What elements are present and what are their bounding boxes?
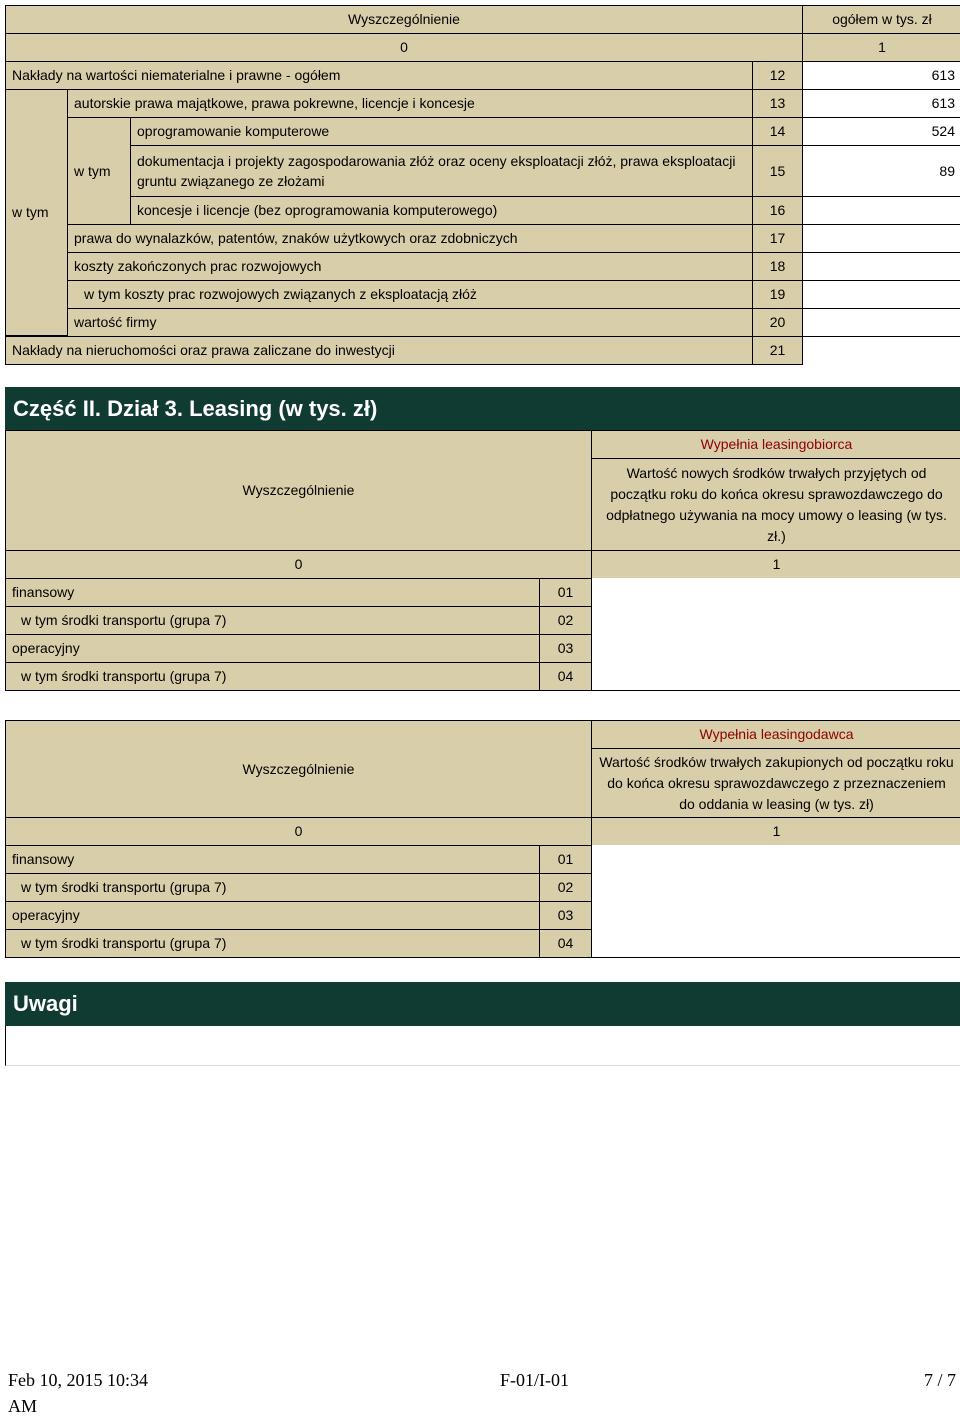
w-tym-text: w tym <box>12 204 49 220</box>
row-number <box>539 606 592 635</box>
header-label-text: Wyszczególnienie <box>242 482 355 498</box>
row-number-text: 13 <box>769 95 786 111</box>
col-number-text: 1 <box>772 556 781 572</box>
value-input-area[interactable] <box>591 845 960 958</box>
row-number-text: 03 <box>557 640 574 656</box>
row-number <box>752 252 803 281</box>
row-label <box>5 578 540 607</box>
row-label <box>5 873 540 902</box>
row-number-text: 17 <box>769 230 786 246</box>
row-label-text: finansowy <box>12 851 75 867</box>
row-label <box>130 196 753 225</box>
value-cell[interactable] <box>802 280 960 309</box>
footer-form-code <box>500 1370 569 1391</box>
value-cell[interactable] <box>802 89 960 118</box>
value-text: 613 <box>931 67 955 83</box>
w-tym-text: w tym <box>74 162 111 179</box>
row-number <box>539 845 592 874</box>
footer-date-text: Feb 10, 2015 10:34 <box>8 1370 149 1390</box>
row-label <box>5 61 753 90</box>
row-label-text: w tym koszty prac rozwojowych związanych z eksploatacją złóż <box>84 286 477 302</box>
row-label <box>5 606 540 635</box>
row-number <box>752 145 803 197</box>
value-cell[interactable] <box>802 61 960 90</box>
row-number-text: 02 <box>557 612 574 628</box>
column-number-0 <box>5 33 803 62</box>
value-input-area[interactable] <box>591 578 960 691</box>
row-number-text: 18 <box>769 258 786 274</box>
row-label-text: w tym środki transportu (grupa 7) <box>21 612 227 628</box>
row-label-text: koszty zakończonych prac rozwojowych <box>74 258 322 274</box>
column-description <box>591 458 960 551</box>
value-cell[interactable] <box>802 145 960 197</box>
column-header-label <box>5 430 592 551</box>
row-label-text: w tym środki transportu (grupa 7) <box>21 668 227 684</box>
row-number <box>752 224 803 253</box>
row-label <box>5 929 540 958</box>
row-number-text: 03 <box>557 907 574 923</box>
filler-text: Wypełnia leasingodawca <box>699 726 854 742</box>
row-label-text: prawa do wynalazków, patentów, znaków użytkowych oraz zdobniczych <box>74 230 518 246</box>
row-number-text: 02 <box>557 879 574 895</box>
row-number-text: 15 <box>769 162 786 179</box>
footer-ampm-text: AM <box>8 1396 38 1416</box>
row-label-text: wartość firmy <box>74 314 157 330</box>
column-header-label <box>5 5 803 34</box>
row-label-text: koncesje i licencje (bez oprogramowania komputerowego) <box>137 202 498 218</box>
row-label <box>67 280 753 309</box>
section-title: Część II. Dział 3. Leasing (w tys. zł) <box>13 396 378 421</box>
footer-date <box>8 1370 148 1391</box>
description-text: Wartość środków trwałych zakupionych od początku roku do końca okresu sprawozdawczego z przeznaczeniem do oddania w leasing (w tys. zł) <box>599 753 954 812</box>
uwagi-textarea[interactable] <box>5 1026 960 1066</box>
col-number-text: 0 <box>400 39 408 55</box>
row-number <box>752 196 803 225</box>
value-cell[interactable] <box>802 117 960 146</box>
column-number-1 <box>591 817 960 846</box>
row-number <box>752 61 803 90</box>
row-label <box>5 662 540 691</box>
column-header-unit <box>802 5 960 34</box>
column-number-1 <box>802 33 960 62</box>
row-number-text: 04 <box>557 935 574 951</box>
row-label <box>67 308 753 337</box>
value-text: 613 <box>931 95 955 111</box>
w-tym-inner-label <box>67 117 131 225</box>
row-number <box>539 901 592 930</box>
uwagi-title: Uwagi <box>13 991 78 1016</box>
row-number <box>539 662 592 691</box>
row-number <box>752 89 803 118</box>
section-title-bar <box>5 387 960 431</box>
row-label <box>67 89 753 118</box>
column-number-1 <box>591 550 960 579</box>
header-label-text: Wyszczególnienie <box>348 11 460 27</box>
row-label <box>5 634 540 663</box>
column-number-0 <box>5 817 592 846</box>
filler-header <box>591 720 960 749</box>
row-label-text: w tym środki transportu (grupa 7) <box>21 935 227 951</box>
filler-header <box>591 430 960 459</box>
row-number-text: 04 <box>557 668 574 684</box>
row-number <box>539 873 592 902</box>
column-description <box>591 748 960 818</box>
column-header-label <box>5 720 592 818</box>
row-label <box>67 252 753 281</box>
filler-text: Wypełnia leasingobiorca <box>700 436 853 452</box>
value-text: 89 <box>939 162 955 179</box>
col-number-text: 1 <box>878 39 886 55</box>
value-cell[interactable] <box>802 252 960 281</box>
row-number-text: 01 <box>557 851 574 867</box>
w-tym-outer-label <box>5 89 68 336</box>
row-number-text: 01 <box>557 584 574 600</box>
header-label-text: Wyszczególnienie <box>242 760 355 777</box>
footer-page-number <box>924 1370 956 1391</box>
column-number-0 <box>5 550 592 579</box>
header-unit-text: ogółem w tys. zł <box>832 11 932 27</box>
row-number-text: 21 <box>769 342 786 358</box>
row-label-text: Nakłady na nieruchomości oraz prawa zaliczane do inwestycji <box>12 342 395 358</box>
row-label <box>5 845 540 874</box>
row-label-text: Nakłady na wartości niematerialne i prawne - ogółem <box>12 67 341 83</box>
value-cell[interactable] <box>802 336 960 365</box>
row-number-text: 20 <box>769 314 786 330</box>
row-label-text: w tym środki transportu (grupa 7) <box>21 879 227 895</box>
row-label-text: dokumentacja i projekty zagospodarowania złóż oraz oceny eksploatacji złóż, prawa eksploatacji gruntu związanego ze złożami <box>137 152 736 189</box>
row-number-text: 14 <box>769 123 786 139</box>
row-number <box>752 280 803 309</box>
row-label-text: finansowy <box>12 584 75 600</box>
row-number <box>752 117 803 146</box>
row-number-text: 12 <box>769 67 786 83</box>
row-number <box>752 336 803 365</box>
col-number-text: 0 <box>294 556 303 572</box>
description-text: Wartość nowych środków trwałych przyjętych od początku roku do końca okresu sprawozdawczego do odpłatnego używania na mocy umowy o leasing (w tys. zł.) <box>606 464 947 544</box>
row-label-text: operacyjny <box>12 907 80 923</box>
col-number-text: 1 <box>772 823 781 839</box>
row-label <box>5 901 540 930</box>
row-label <box>5 336 753 365</box>
row-label-text: operacyjny <box>12 640 80 656</box>
row-label-text: oprogramowanie komputerowe <box>137 123 330 139</box>
value-cell[interactable] <box>802 224 960 253</box>
value-text: 524 <box>931 123 955 139</box>
row-number <box>539 634 592 663</box>
row-label <box>67 224 753 253</box>
row-label <box>130 117 753 146</box>
row-number <box>539 578 592 607</box>
footer-form-text: F-01/I-01 <box>500 1370 569 1390</box>
row-number-text: 19 <box>769 286 786 302</box>
uwagi-title-bar <box>5 982 960 1026</box>
col-number-text: 0 <box>294 823 303 839</box>
row-label-text: autorskie prawa majątkowe, prawa pokrewne, licencje i koncesje <box>74 95 475 111</box>
footer-page-text: 7 / 7 <box>923 1370 956 1390</box>
row-number-text: 16 <box>769 202 786 218</box>
row-number <box>752 308 803 337</box>
value-cell[interactable] <box>802 196 960 225</box>
value-cell[interactable] <box>802 308 960 337</box>
row-label <box>130 145 753 197</box>
row-number <box>539 929 592 958</box>
